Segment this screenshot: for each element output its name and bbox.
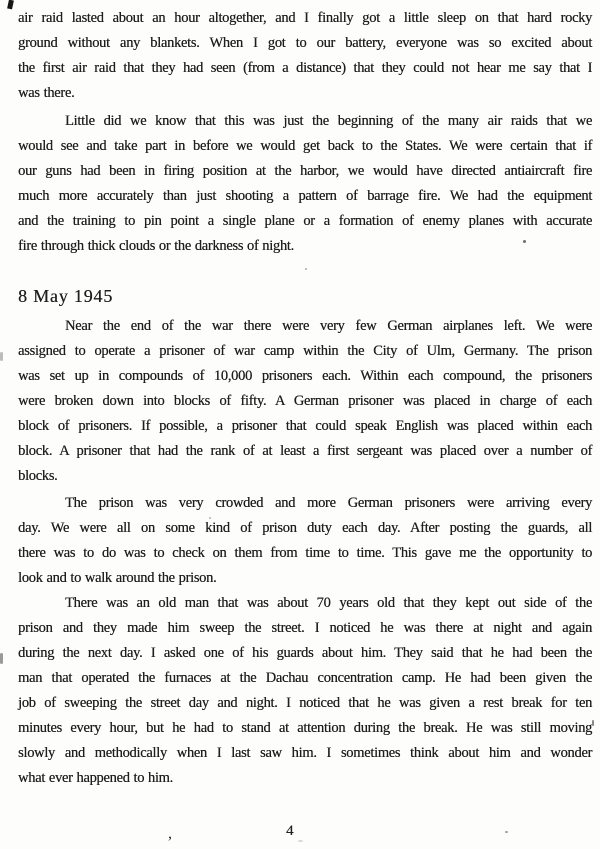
text-line: prison and they made him sweep the street. I noticed he was there at night and again (18, 620, 592, 636)
text-line: our guns had been in firing position at the harbor, we would have directed antiaircraft fire (18, 163, 592, 179)
text-line: block. A prisoner that had the rank of at least a first sergeant was placed over a number of (18, 443, 592, 459)
text-line: what ever happened to him. (18, 770, 173, 786)
paragraph (18, 314, 592, 489)
text-line: The prison was very crowded and more German prisoners were arriving every (65, 495, 592, 511)
paragraph (18, 109, 592, 259)
scan-artifact-edge (0, 352, 3, 361)
text-line: were broken down into blocks of fifty. A German prisoner was placed in charge of each (18, 393, 592, 409)
text-line: much more accurately than just shooting a pattern of barrage fire. We had the equipment (18, 188, 592, 204)
text-line: ground without any blankets. When I got to our battery, everyone was so excited about (18, 35, 592, 51)
document-text (18, 6, 592, 791)
text-line: there was to do was to check on them from time to time. This gave me the opportunity to (18, 545, 592, 561)
paragraph (18, 591, 592, 791)
text-line: assigned to operate a prisoner of war camp within the City of Ulm, Germany. The prison (18, 343, 592, 359)
date-heading: 8 May 1945 (18, 286, 113, 306)
text-line: Little did we know that this was just the beginning of the many air raids that we (65, 113, 592, 129)
text-line: was set up in compounds of 10,000 prisoners each. Within each compound, the prisoners (18, 368, 592, 384)
scan-speck (592, 720, 594, 726)
text-line: job of sweeping the street day and night. I noticed that he was given a rest break for ten (18, 695, 592, 711)
scan-artifact-corner (7, 0, 14, 9)
page-footer (18, 821, 592, 846)
text-line: minutes every hour, but he had to stand at attention during the break. He was still moving (18, 720, 592, 736)
text-line: would see and take part in before we would get back to the States. We were certain that if (18, 138, 592, 154)
text-line: air raid lasted about an hour altogether, and I finally got a little sleep on that hard rocky (18, 10, 592, 26)
text-line: look and to walk around the prison. (18, 570, 217, 586)
text-line: slowly and methodically when I last saw him. I sometimes think about him and wonder (18, 745, 592, 761)
paragraph (18, 491, 592, 591)
text-line: There was an old man that was about 70 years old that they kept out side of the (65, 595, 592, 611)
text-line: man that operated the furnaces at the Dachau concentration camp. He had been given the (18, 670, 592, 686)
text-line: during the next day. I asked one of his guards about him. They said that he had been the (18, 645, 592, 661)
stray-mark: , (168, 825, 172, 842)
text-line: the first air raid that they had seen (from a distance) that they could not hear me say that I (18, 60, 592, 76)
text-line: fire through thick clouds or the darkness of night. (18, 238, 294, 254)
text-line: was there. (18, 85, 75, 101)
text-line: and the training to pin point a single plane or a formation of enemy planes with accurate (18, 213, 592, 229)
text-line: Near the end of the war there were very few German airplanes left. We were (65, 318, 592, 334)
text-line: blocks. (18, 468, 58, 484)
page-number: 4 (286, 823, 294, 839)
text-line: block of prisoners. If possible, a prisoner that could speak English was placed within each (18, 418, 592, 434)
paragraph (18, 6, 592, 106)
text-line: day. We were all on some kind of prison duty each day. After posting the guards, all (18, 520, 592, 536)
scan-artifact-edge (0, 653, 3, 664)
